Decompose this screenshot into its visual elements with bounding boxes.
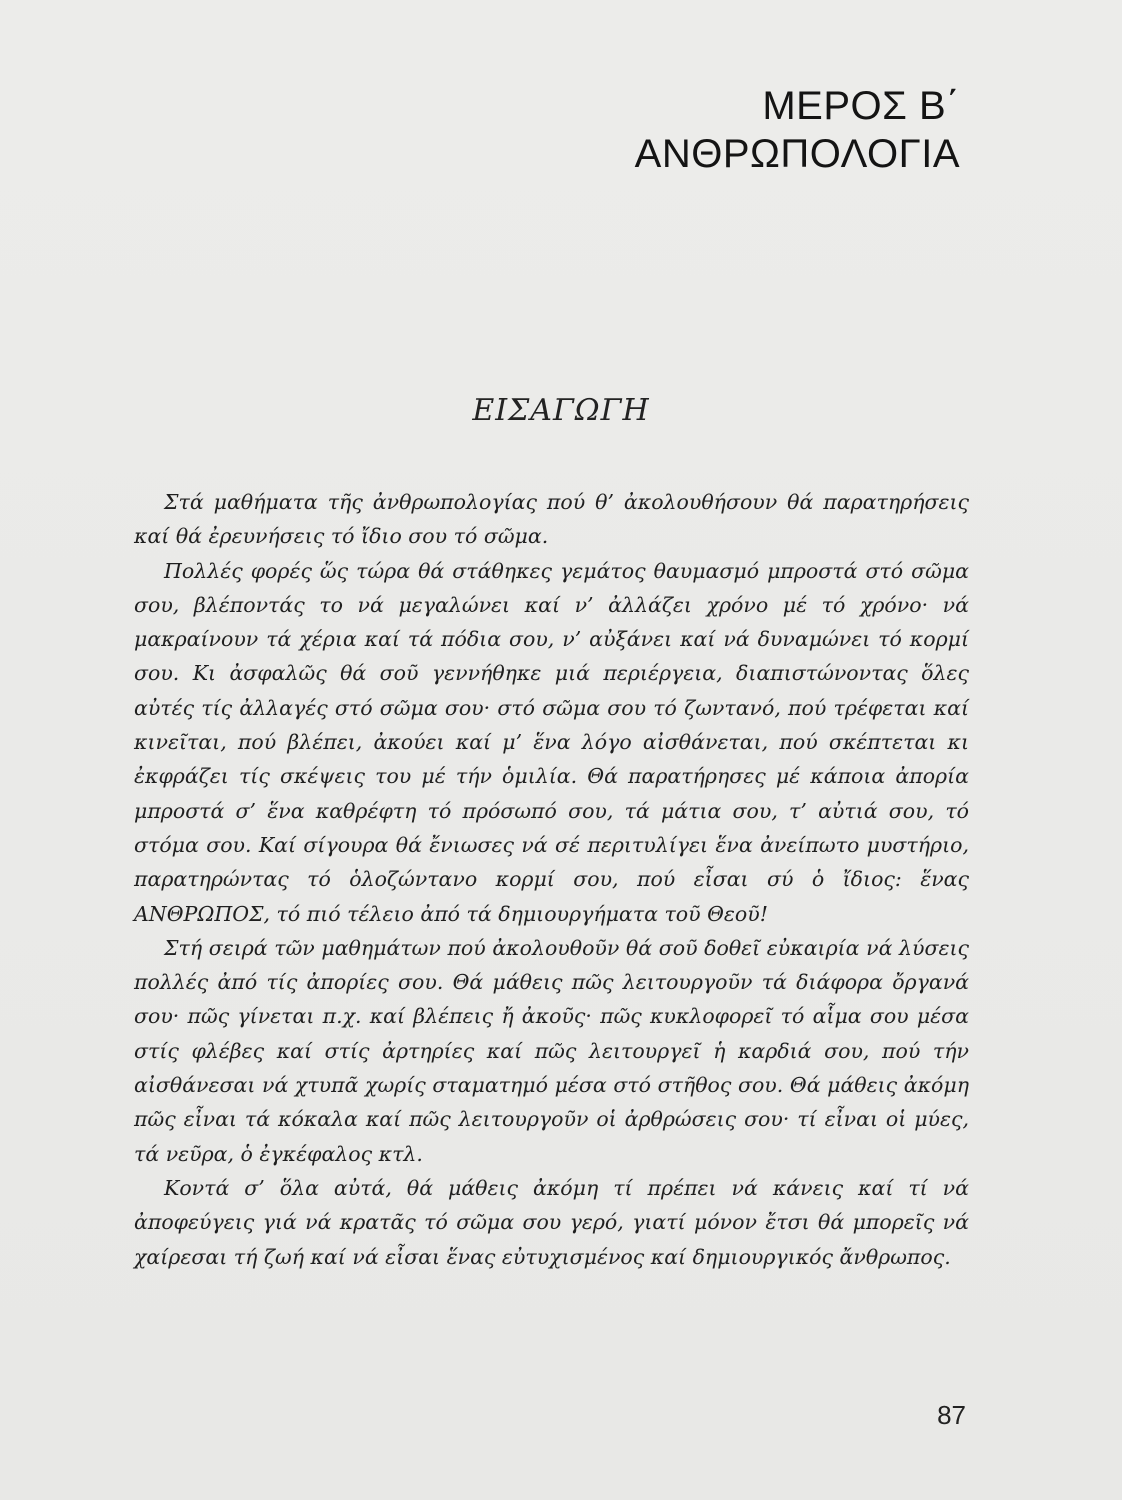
paragraph: Στά μαθήματα τῆς ἀνθρωπολογίας πού θ’ ἀκολουθήσουν θά παρατηρήσεις καί θά ἐρευνήσεις τό ἴδιο σου τό σῶμα. — [134, 490, 969, 549]
part-subject: ΑΝΘΡΩΠΟΛΟΓΙΑ — [634, 132, 960, 176]
paragraph: Πολλές φορές ὥς τώρα θά στάθηκες γεμάτος θαυμασμό μπροστά στό σῶμα σου, βλέποντάς το νά μεγαλώνει καί ν’ ἀλλάζει χρόνο μέ τό χρόνο· νά μακραίνουν τά χέρια καί τά πόδια σου, ν’ αὐξάνει καί νά δυναμώνει τό κορμί σου. Κι ἀσφαλῶς θά σοῦ γεννήθηκε μιά περιέργεια, διαπιστώνοντας ὅλες αὐτές τίς ἀλλαγές στό σῶμα σου· στό σῶμα σου τό ζωντανό, πού τρέφεται καί κινεῖται, πού βλέπει, ἀκούει καί μ’ ἕνα λόγο αἰσθάνεται, πού σκέπτεται κι ἐκφράζει τίς σκέψεις του μέ τήν ὁμιλία. Θά παρατήρησες μέ κάποια ἀπορία μπροστά σ’ ἕνα καθρέφτη τό πρόσωπό σου, τά μάτια σου, τ’ αὐτιά σου, τό στόμα σου. Καί σίγουρα θά ἔνιωσες νά σέ περιτυλίγει ἕνα ἀνείπωτο μυστήριο, παρατηρώντας τό ὁλοζώντανο κορμί σου, πού εἶσαι σύ ὁ ἴδιος: ἕνας ΑΝΘΡΩΠΟΣ, τό πιό τέλειο ἀπό τά δημιουργήματα τοῦ Θεοῦ! — [134, 558, 969, 926]
body-text — [134, 485, 969, 1274]
paragraph: Κοντά σ’ ὅλα αὐτά, θά μάθεις ἀκόμη τί πρέπει νά κάνεις καί τί νά ἀποφεύγεις γιά νά κρατᾶς τό σῶμα σου γερό, γιατί μόνον ἔτσι θά μπορεῖς νά χαίρεσαι τή ζωή καί νά εἶσαι ἕνας εὐτυχισμένος καί δημιουργικός ἄνθρωπος. — [134, 1175, 969, 1269]
part-title — [635, 82, 960, 178]
section-heading: ΕΙΣΑΓΩΓΗ — [472, 393, 650, 428]
paragraph: Στή σειρά τῶν μαθημάτων πού ἀκολουθοῦν θά σοῦ δοθεῖ εὐκαιρία νά λύσεις πολλές ἀπό τίς ἀπορίες σου. Θά μάθεις πῶς λειτουργοῦν τά διάφορα ὄργανά σου· πῶς γίνεται π.χ. καί βλέπεις ἤ ἀκοῦς· πῶς κυκλοφορεῖ τό αἷμα σου μέσα στίς φλέβες καί στίς ἀρτηρίες καί πῶς λειτουργεῖ ἡ καρδιά σου, πού τήν αἰσθάνεσαι νά χτυπᾶ χωρίς σταματημό μέσα στό στῆθος σου. Θά μάθεις ἀκόμη πῶς εἶναι τά κόκαλα καί πῶς λειτουργοῦν οἱ ἀρθρώσεις σου· τί εἶναι οἱ μύες, τά νεῦρα, ὁ ἐγκέφαλος κτλ. — [134, 935, 969, 1166]
part-label: ΜΕΡΟΣ Β΄ — [762, 84, 960, 128]
page-number: 87 — [937, 1400, 966, 1430]
